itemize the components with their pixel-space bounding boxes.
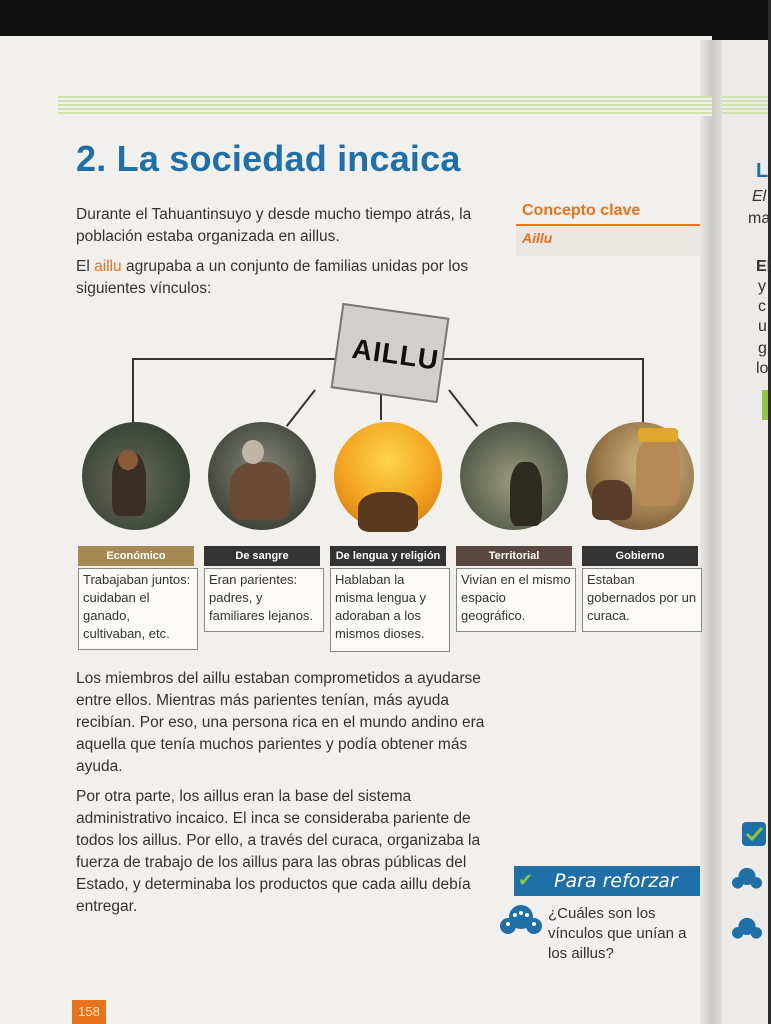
- people-figure: [592, 480, 632, 520]
- right-page-fragment: El: [756, 258, 771, 275]
- p2-before: El: [76, 258, 95, 275]
- illustration-government: [586, 422, 694, 530]
- worshippers-hands: [358, 492, 418, 532]
- bond-text-blood: Eran parientes: padres, y familiares lejanos.: [204, 568, 324, 632]
- group-work-icon: [500, 904, 542, 940]
- elder-head: [242, 440, 264, 464]
- body-paragraph-3: Los miembros del aillu estaban comprometidos a ayudarse entre ellos. Mientras más parientes tenían, más ayuda recibían. Por eso, una persona rica en el mundo andino era aquella que tenía muchos parientes y podía obtener más ayuda.: [76, 670, 485, 775]
- crown-icon: [638, 428, 678, 442]
- right-page-fragment: lo: [756, 360, 769, 377]
- bond-text-religion: Hablaban la misma lengua y adoraban a los mismos dioses.: [330, 568, 450, 652]
- bond-label-territorial: Territorial: [456, 546, 572, 566]
- bond-text-territorial: Vivían en el mismo espacio geográfico.: [456, 568, 576, 632]
- p2-after: agrupaba a un conjunto de familias unidas por los siguientes vínculos:: [76, 258, 469, 297]
- right-page-green-bar: [762, 390, 768, 420]
- right-page-fragment: El: [752, 188, 767, 205]
- illustration-territorial: [460, 422, 568, 530]
- page-number: 158: [72, 1000, 106, 1024]
- section-title: 2. La sociedad incaica: [76, 138, 461, 179]
- right-page-fragment: u: [758, 318, 767, 335]
- right-page-fragment: c: [758, 298, 766, 315]
- bond-label-religion: De lengua y religión: [330, 546, 446, 566]
- concepto-clave-term: Aillu: [516, 226, 700, 256]
- aillu-sign: [331, 303, 450, 403]
- checklist-icon: ✔: [518, 870, 534, 891]
- aillu-sign-text: AILLU: [350, 332, 442, 376]
- aillu-diagram: [60, 300, 710, 660]
- person-head: [118, 450, 138, 470]
- group-work-icon: [732, 866, 762, 894]
- illustration-economic: [82, 422, 190, 530]
- header-stripe-right: [722, 96, 768, 116]
- illustration-blood: [208, 422, 316, 530]
- checklist-icon: [740, 820, 770, 848]
- para-reforzar-title: Para reforzar: [554, 870, 678, 892]
- bond-text-government: Estaban gobernados por un curaca.: [582, 568, 702, 632]
- intro-paragraph: Durante el Tahuantinsuyo y desde mucho tiempo atrás, la población estaba organizada en aillus.: [76, 206, 472, 245]
- aillu-term: aillu: [94, 258, 122, 275]
- header-stripe: [58, 96, 712, 116]
- review-question: ¿Cuáles son los vínculos que unían a los aillus?: [548, 905, 687, 962]
- family-figure: [230, 462, 290, 520]
- right-page-fragment: y: [758, 278, 766, 295]
- bond-label-government: Gobierno: [582, 546, 698, 566]
- diagram-connector: [448, 389, 478, 426]
- para-reforzar-header: [514, 866, 700, 896]
- diagram-connector: [286, 389, 316, 426]
- right-page-fragment: ma: [748, 210, 771, 227]
- right-page-fragment: L: [756, 160, 769, 182]
- curaca-figure: [636, 436, 680, 506]
- diagram-connector: [642, 358, 644, 424]
- body-paragraph-4: Por otra parte, los aillus eran la base del sistema administrativo incaico. El inca se consideraba pariente de todos los aillus. Por ello, a través del curaca, organizaba la fuerza de trabajo de los aillus para las obras públicas del Estado, y determinaba los productos que cada aillu debía entregar.: [76, 788, 481, 915]
- diagram-connector: [132, 358, 134, 424]
- person-figure: [510, 462, 542, 526]
- concepto-clave-box: [516, 200, 700, 256]
- aillu-definition-paragraph: [76, 256, 496, 300]
- group-work-icon: [732, 916, 762, 944]
- bond-label-economic: Económico: [78, 546, 194, 566]
- right-page-fragment: g: [758, 340, 767, 357]
- bond-text-economic: Trabajaban juntos: cuidaban el ganado, cultivaban, etc.: [78, 568, 198, 650]
- bond-label-blood: De sangre: [204, 546, 320, 566]
- illustration-religion: [334, 422, 442, 530]
- concepto-clave-title: Concepto clave: [516, 200, 700, 226]
